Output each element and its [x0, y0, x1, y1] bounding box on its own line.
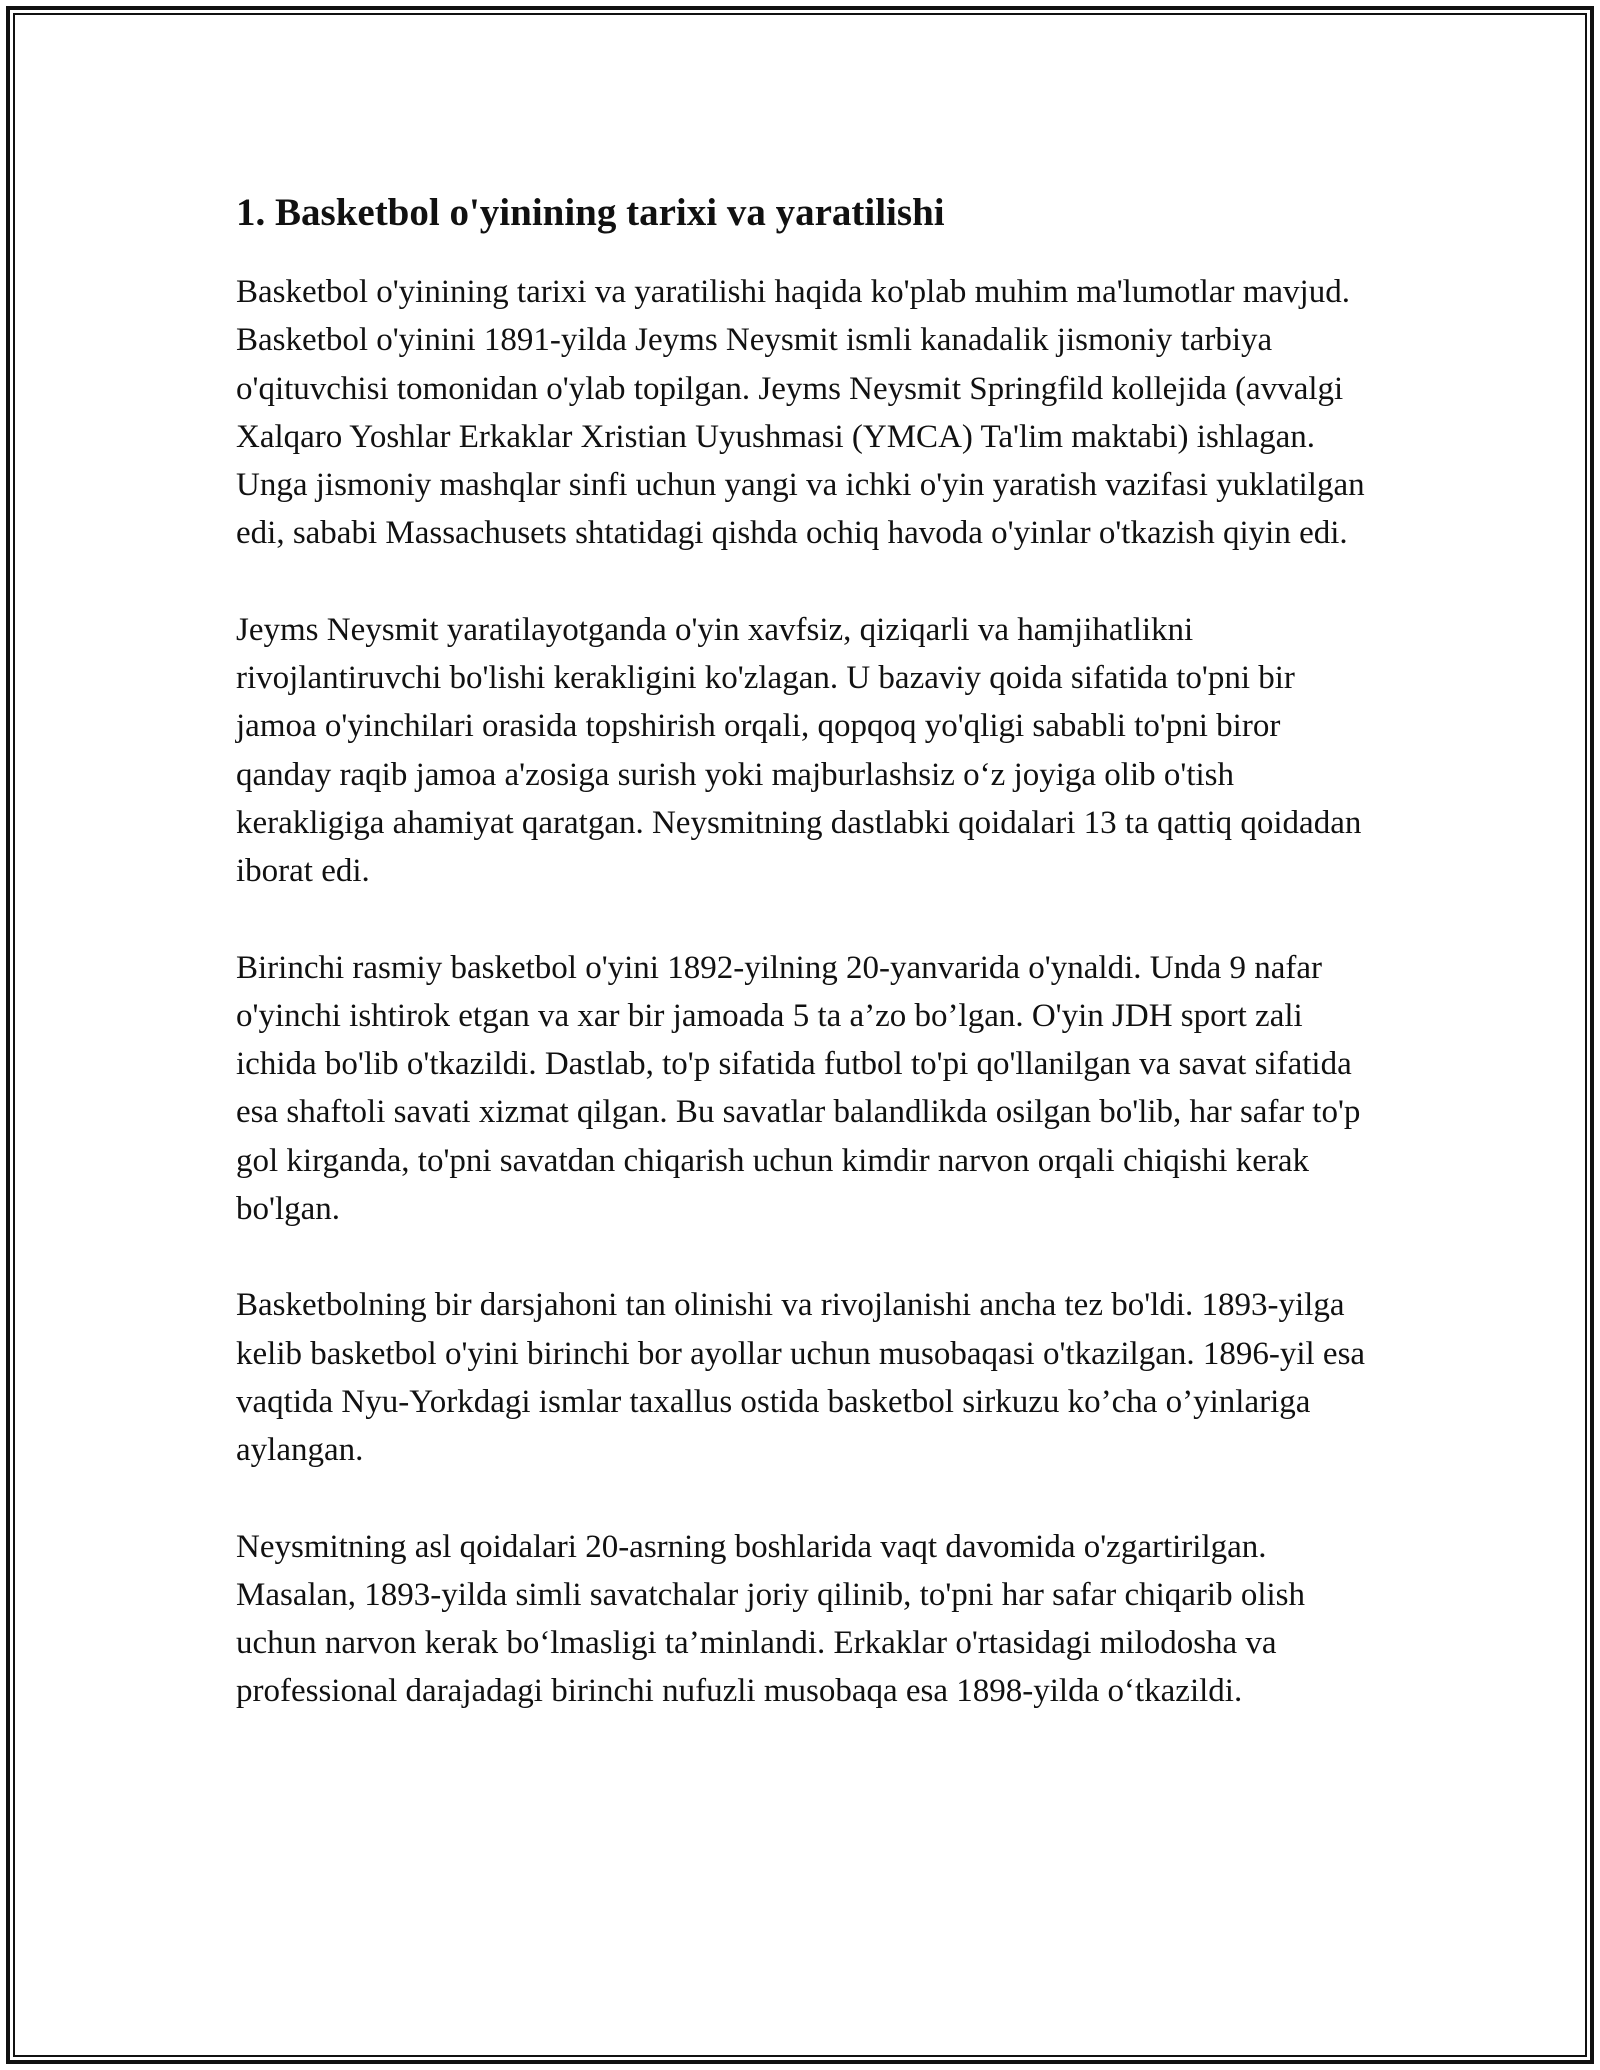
- paragraph-game-design: Jeyms Neysmit yaratilayotganda o'yin xavfsiz, qiziqarli va hamjihatlikni rivojlantiruvchi bo'lishi kerakligini ko'zlagan. U bazaviy qoida sifatida to'pni bir jamoa o'yinchilari orasida topshirish orqali, qopqoq yo'qligi sababli to'pni biror qanday raqib jamoa a'zosiga surish yoki majburlashsiz o‘z joyiga olib o'tish kerakligiga ahamiyat qaratgan. Neysmitning dastlabki qoidalari 13 ta qattiq qoidadan iborat edi.: [236, 611, 1362, 890]
- paragraph-history-intro: Basketbol o'yinining tarixi va yaratilishi haqida ko'plab muhim ma'lumotlar mavjud. Basketbol o'yinini 1891-yilda Jeyms Neysmit ismli kanadalik jismoniy tarbiya o'qituvchisi tomonidan o'ylab topilgan. Jeyms Neysmit Springfild kollejida (avvalgi Xalqaro Yoshlar Erkaklar Xristian Uyushmasi (YMCA) Ta'lim maktabi) ishlagan. Unga jismoniy mashqlar sinfi uchun yangi va ichki o'yin yaratish vazifasi yuklatilgan edi, sababi Massachusets shtatidagi qishda ochiq havoda o'yinlar o'tkazish qiyin edi.: [236, 274, 1365, 552]
- section-heading: 1. Basketbol o'yinining tarixi va yaratilishi: [236, 191, 945, 234]
- document-body: [236, 184, 1376, 1764]
- paragraph-first-game: Birinchi rasmiy basketbol o'yini 1892-yilning 20-yanvarida o'ynaldi. Unda 9 nafar o'yinchi ishtirok etgan va xar bir jamoada 5 ta a’zo bo’lgan. O'yin JDH sport zali ichida bo'lib o'tkazildi. Dastlab, to'p sifatida futbol to'pi qo'llanilgan va savat sifatida esa shaftoli savati xizmat qilgan. Bu savatlar balandlikda osilgan bo'lib, har safar to'p gol kirganda, to'pni savatdan chiqarish uchun kimdir narvon orqali chiqishi kerak bo'lgan.: [236, 949, 1361, 1228]
- paragraph-rule-changes: Neysmitning asl qoidalari 20-asrning boshlarida vaqt davomida o'zgartirilgan. Masalan, 1893-yilda simli savatchalar joriy qilinib, to'pni har safar chiqarib olish uchun narvon kerak bo‘lmasligi ta’minlandi. Erkaklar o'rtasidagi milodosha va professional darajadagi birinchi nufuzli musobaqa esa 1898-yilda o‘tkazildi.: [236, 1528, 1306, 1710]
- paragraph-spread: Basketbolning bir darsjahoni tan olinishi va rivojlanishi ancha tez bo'ldi. 1893-yilga kelib basketbol o'yini birinchi bor ayollar uchun musobaqasi o'tkazilgan. 1896-yil esa vaqtida Nyu-Yorkdagi ismlar taxallus ostida basketbol sirkuzu ko’cha o’yinlariga aylangan.: [236, 1287, 1366, 1469]
